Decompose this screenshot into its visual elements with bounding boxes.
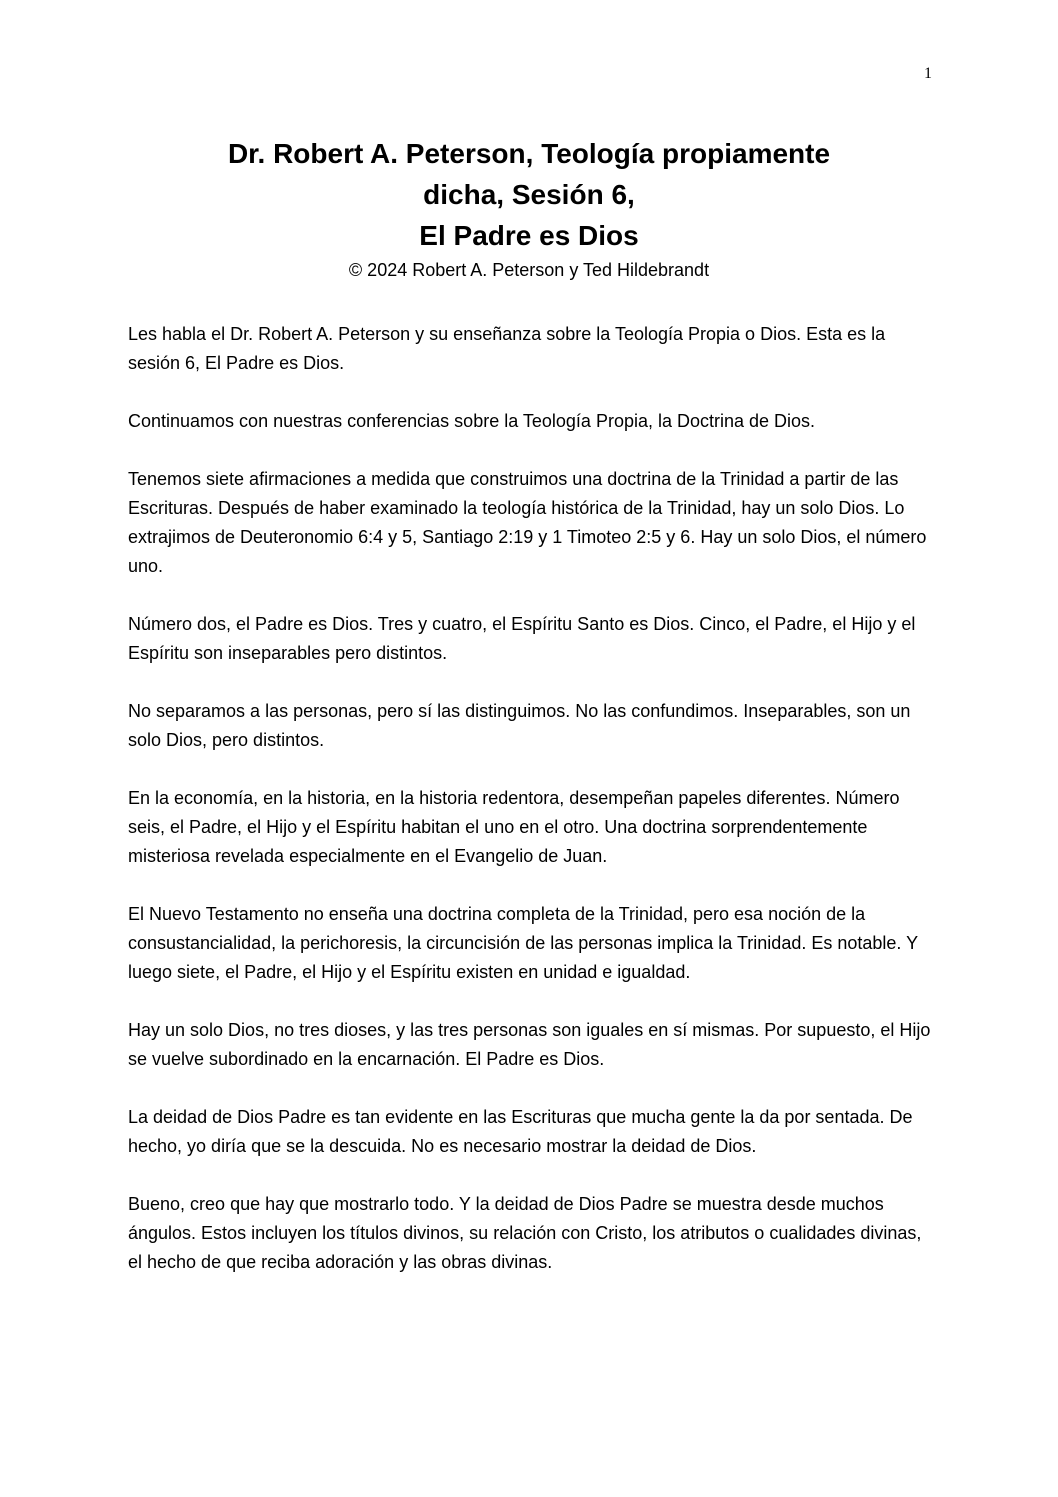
paragraph-5: No separamos a las personas, pero sí las distinguimos. No las confundimos. Inseparables, son un solo Dios, pero distintos. <box>128 701 911 750</box>
title-line-2: dicha, Sesión 6, <box>423 179 635 210</box>
title-line-1: Dr. Robert A. Peterson, Teología propiamente <box>227 138 831 169</box>
paragraph-7: El Nuevo Testamento no enseña una doctrina completa de la Trinidad, pero esa noción de la consustancialidad, la perichoresis, la circuncisión de las personas implica la Trinidad. Es notable. Y luego siete, el Padre, el Hijo y el Espíritu existen en unidad e igualdad. <box>128 904 918 982</box>
document-header <box>128 133 930 284</box>
page-number: 1 <box>924 65 932 82</box>
paragraph-2: Continuamos con nuestras conferencias sobre la Teología Propia, la Doctrina de Dios. <box>128 411 816 431</box>
paragraph-8: Hay un solo Dios, no tres dioses, y las tres personas son iguales en sí mismas. Por supuesto, el Hijo se vuelve subordinado en la encarnación. El Padre es Dios. <box>128 1020 931 1069</box>
paragraph-9: La deidad de Dios Padre es tan evidente en las Escrituras que mucha gente la da por sentada. De hecho, yo diría que se la descuida. No es necesario mostrar la deidad de Dios. <box>128 1107 913 1156</box>
paragraph-1: Les habla el Dr. Robert A. Peterson y su enseñanza sobre la Teología Propia o Dios. Esta es la sesión 6, El Padre es Dios. <box>128 324 886 373</box>
paragraph-4: Número dos, el Padre es Dios. Tres y cuatro, el Espíritu Santo es Dios. Cinco, el Padre, el Hijo y el Espíritu son inseparables pero distintos. <box>128 614 916 663</box>
paragraph-10: Bueno, creo que hay que mostrarlo todo. Y la deidad de Dios Padre se muestra desde muchos ángulos. Estos incluyen los títulos divinos, su relación con Cristo, los atributos o cualidades divinas, el hecho de que reciba adoración y las obras divinas. <box>128 1194 922 1272</box>
copyright-notice: © 2024 Robert A. Peterson y Ted Hildebrandt <box>348 260 710 280</box>
document-body <box>128 320 938 1306</box>
title-line-3: El Padre es Dios <box>419 220 639 251</box>
paragraph-6: En la economía, en la historia, en la historia redentora, desempeñan papeles diferentes. Número seis, el Padre, el Hijo y el Espíritu habitan el uno en el otro. Una doctrina sorprendentemente misteriosa revelada especialmente en el Evangelio de Juan. <box>128 788 900 866</box>
paragraph-3: Tenemos siete afirmaciones a medida que construimos una doctrina de la Trinidad a partir de las Escrituras. Después de haber examinado la teología histórica de la Trinidad, hay un solo Dios. Lo extrajimos de Deuteronomio 6:4 y 5, Santiago 2:19 y 1 Timoteo 2:5 y 6. Hay un solo Dios, el número uno. <box>128 469 927 576</box>
